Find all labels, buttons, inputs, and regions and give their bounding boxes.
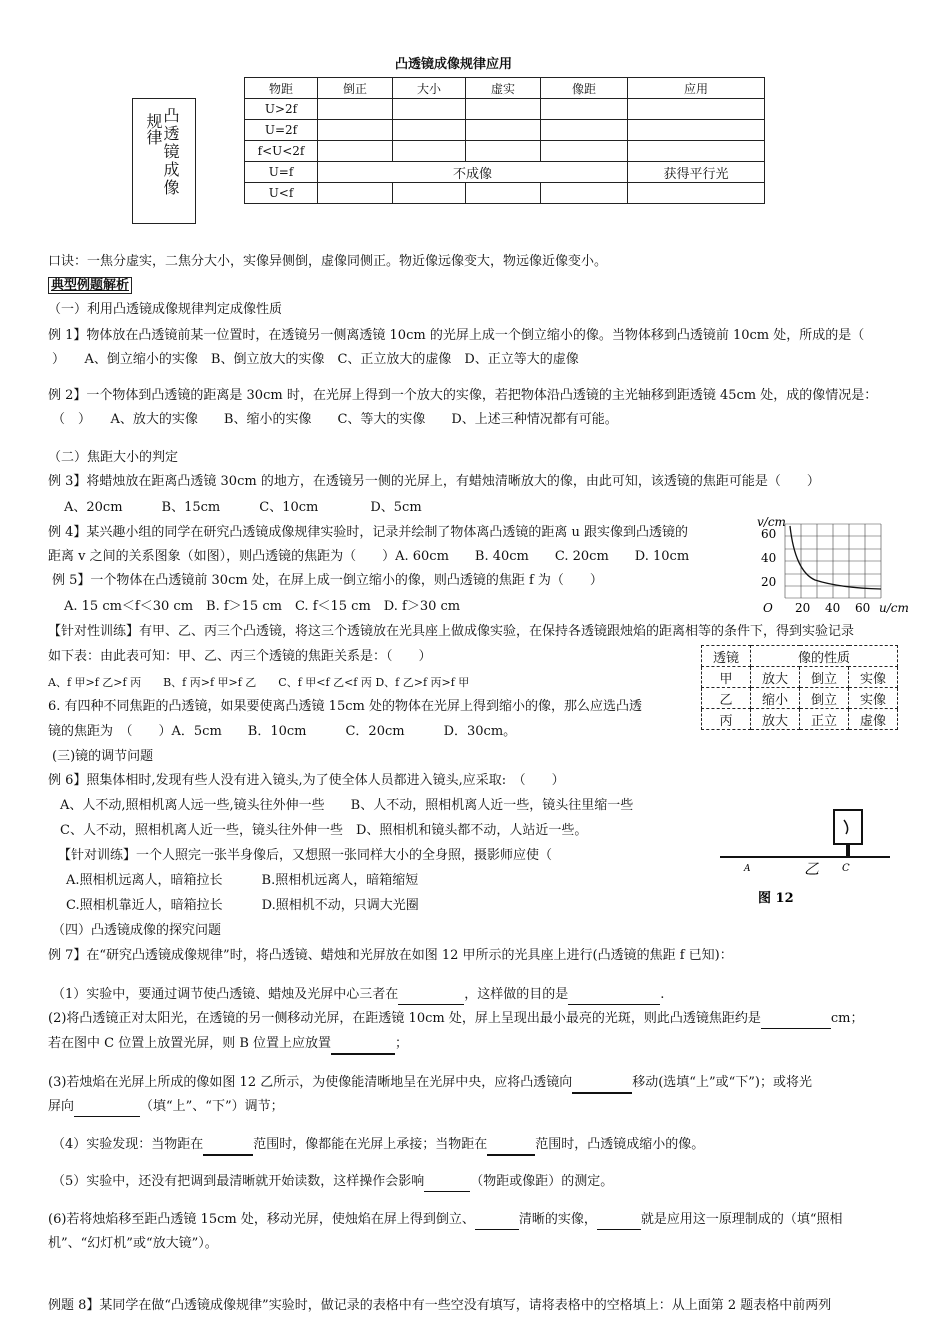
question-3-line1 <box>48 1074 812 1094</box>
parallel-light-cell: 获得平行光 <box>628 162 765 183</box>
training-2-option-cd: C.照相机靠近人，暗箱拉长 D.照相机不动，只调大光圈 <box>66 898 419 913</box>
blank-cell <box>628 120 765 141</box>
question-3-text-a: (3)若烛焰在光屏上所成的像如图 12 乙所示，为使像能清晰地呈在光屏中央，应将凸透镜向 <box>48 1075 573 1090</box>
v-axis-label: v/cm <box>757 516 786 529</box>
side-label-box <box>132 98 196 224</box>
example-8-intro: 例题 8】某同学在做“凸透镜成像规律”实验时，做记录的表格中有一些空没有填写，请将表格中的空格填上：从上面第 2 题表格中前两列 <box>48 1298 832 1313</box>
properties-header <box>702 646 898 667</box>
prop-cell: 倒立 <box>800 667 849 688</box>
question-3-text-b: 移动(选填“上”或“下”)；或将光 <box>632 1075 812 1090</box>
table-row <box>245 183 765 204</box>
prop-cell: 虚像 <box>849 709 898 730</box>
question-2-text-d: ； <box>395 1036 409 1051</box>
question-5-text-b: （物距或像距）的测定。 <box>470 1174 614 1189</box>
table-row <box>702 688 898 709</box>
example-6-option-cd: C、人不动，照相机离人近一些，镜头往外伸一些 D、照相机和镜头都不动，人站近一些。 <box>60 823 588 838</box>
question-1-text-a: （1）实验中，要通过调节使凸透镜、蜡烛及光屏中心三者在 <box>52 987 399 1002</box>
answer-blank[interactable] <box>475 1211 519 1230</box>
mnemonic: 口诀：一焦分虚实，二焦分大小，实像异侧倒，虚像同侧正。物近像远像变大，物远像近像变小。 <box>48 254 608 269</box>
blank-cell <box>393 141 466 162</box>
question-3-text-d: （填“上”、“下”）调节； <box>140 1099 284 1114</box>
prop-cell: 缩小 <box>751 688 800 709</box>
uv-graph <box>755 516 920 616</box>
header-cell: 倒正 <box>318 78 393 99</box>
table-row <box>245 141 765 162</box>
example-3-line1: 例 3】将蜡烛放在距离凸透镜 30cm 的地方，在透镜另一侧的光屏上，有蜡烛清晰放大的像，由此可知，该透镜的焦距可能是（ ） <box>48 474 820 489</box>
example-6-option-ab: A、人不动,照相机离人远一些,镜头往外伸一些 B、人不动，照相机离人近一些，镜头往里缩一些 <box>60 798 634 813</box>
figure-caption: 图 12 <box>758 891 794 906</box>
prop-cell: 实像 <box>849 688 898 709</box>
question-6-line1: 6. 有四种不同焦距的凸透镜，如果要使离凸透镜 15cm 处的物体在光屏上得到缩小的像，那么应选凸透 <box>48 699 642 714</box>
blank-cell <box>466 120 541 141</box>
question-2-text-c: 若在图中 C 位置上放置光屏，则 B 位置上应放置 <box>48 1036 332 1051</box>
question-4-text-a: （4）实验发现：当物距在 <box>52 1137 204 1152</box>
header-cell: 像的性质 <box>751 646 898 667</box>
row-label: U=2f <box>245 120 318 141</box>
x-tick: 40 <box>825 601 841 615</box>
blank-cell <box>466 183 541 204</box>
example-4-line2: 距离 v 之间的关系图象（如图），则凸透镜的焦距为（ ）A. 60cm B. 40cm C. 20cm D. 10cm <box>48 549 690 564</box>
example-5-line1: 例 5】一个物体在凸透镜前 30cm 处，在屏上成一倒立缩小的像，则凸透镜的焦距 f 为（ ） <box>52 573 603 588</box>
table-row <box>702 709 898 730</box>
answer-blank[interactable] <box>74 1098 140 1117</box>
prop-cell: 正立 <box>800 709 849 730</box>
prop-cell: 倒立 <box>800 688 849 709</box>
question-5-text-a: （5）实验中，还没有把调到最清晰就开始读数，这样操作会影响 <box>52 1174 425 1189</box>
blank-cell <box>466 141 541 162</box>
blank-cell <box>466 99 541 120</box>
blank-cell <box>541 120 628 141</box>
section-2-title: （二）焦距大小的判定 <box>48 450 179 465</box>
uv-curve <box>790 526 881 589</box>
blank-cell <box>628 183 765 204</box>
answer-blank[interactable] <box>487 1136 535 1156</box>
training-1-line1: 【针对性训练】有甲、乙、丙三个凸透镜，将这三个透镜放在光具座上做成像实验，在保持各透镜跟烛焰的距离相等的条件下，得到实验记录 <box>48 624 855 639</box>
rule-table <box>244 77 765 204</box>
page-title: 凸透镜成像规律应用 <box>395 57 513 72</box>
question-2-text-b: cm； <box>830 1011 864 1026</box>
answer-blank[interactable] <box>597 1211 641 1230</box>
answer-blank[interactable] <box>761 1010 831 1029</box>
example-7-intro: 例 7】在“研究凸透镜成像规律”时，将凸透镜、蜡烛和光屏放在如图 12 甲所示的光具座上进行(凸透镜的焦距 f 已知)： <box>48 948 733 963</box>
example-3-line2: A、20cm B、15cm C、10cm D、5cm <box>64 500 422 515</box>
example-6-line1: 例 6】照集体相时,发现有些人没有进入镜头,为了使全体人员都进入镜头,应采取: （ ） <box>48 773 565 788</box>
point-b-label: 乙 <box>804 860 820 878</box>
table-row <box>245 120 765 141</box>
no-image-cell: 不成像 <box>318 162 628 183</box>
question-6-part1 <box>48 1211 843 1230</box>
example-1-line2: ） A、倒立缩小的实像 B、倒立放大的实像 C、正立放大的虚像 D、正立等大的虚像 <box>52 352 579 367</box>
question-4 <box>52 1136 704 1156</box>
answer-blank[interactable] <box>572 1074 632 1094</box>
prop-cell: 放大 <box>751 667 800 688</box>
question-6-text-b: 清晰的实像， <box>518 1212 597 1227</box>
question-4-text-c: 范围时，凸透镜成缩小的像。 <box>535 1137 705 1152</box>
example-2-line1: 例 2】一个物体到凸透镜的距离是 30cm 时，在光屏上得到一个放大的实像，若把物体沿凸透镜的主光轴移到距透镜 45cm 处，成的像情况是： <box>48 388 878 403</box>
question-5 <box>52 1173 613 1192</box>
header-cell: 像距 <box>541 78 628 99</box>
answer-blank[interactable] <box>398 986 464 1005</box>
blank-cell <box>393 183 466 204</box>
blank-cell <box>541 183 628 204</box>
header-cell: 物距 <box>245 78 318 99</box>
example-5-line2: A. 15 cm＜f＜30 cm B. f＞15 cm C. f＜15 cm D. f＞30 cm <box>64 599 461 614</box>
row-label: U>2f <box>245 99 318 120</box>
answer-blank[interactable] <box>331 1035 395 1055</box>
x-tick: 60 <box>855 601 871 615</box>
row-label: U<f <box>245 183 318 204</box>
training-2-line1: 【针对训练】一个人照完一张半身像后，又想照一张同样大小的全身照，摄影师应使（ <box>58 848 553 863</box>
blank-cell <box>318 183 393 204</box>
question-6-line2: 镜的焦距为 （ ）A．5cm B．10cm C．20cm D．30cm。 <box>48 724 517 739</box>
question-6-part2: 机”、“幻灯机”或“放大镜”）。 <box>48 1236 218 1251</box>
blank-cell <box>628 99 765 120</box>
answer-blank[interactable] <box>424 1173 470 1192</box>
blank-cell <box>318 141 393 162</box>
rule-table-header <box>245 78 765 99</box>
side-label-col2: 凸透镜成像 <box>161 107 180 197</box>
y-tick: 20 <box>761 575 777 589</box>
origin-label: O <box>763 601 773 615</box>
training-2-option-ab: A.照相机远离人，暗箱拉长 B.照相机远离人，暗箱缩短 <box>66 873 419 888</box>
y-tick: 60 <box>761 527 777 541</box>
example-4-line1: 例 4】某兴趣小组的同学在研究凸透镜成像规律实验时，记录并绘制了物体离凸透镜的距离 u 跟实像到凸透镜的 <box>48 525 689 540</box>
point-c-label: C <box>842 863 850 874</box>
section-header: 典型例题解析 <box>48 277 132 294</box>
question-2-line2 <box>48 1035 408 1055</box>
section-3-title: (三)镜的调节问题 <box>52 749 154 764</box>
lens-cell: 丙 <box>702 709 751 730</box>
question-1: （1）实验中，要通过调节使凸透镜、蜡烛及光屏中心三者在 ，这样做的目的是 . <box>52 986 664 1005</box>
question-6-text-c: 就是应用这一原理制成的（填“照相 <box>640 1212 843 1227</box>
prop-cell: 实像 <box>849 667 898 688</box>
table-row <box>702 667 898 688</box>
header-cell: 透镜 <box>702 646 751 667</box>
header-cell: 虚实 <box>466 78 541 99</box>
side-label-col1: 规律 <box>144 113 163 145</box>
example-1-line1: 例 1】物体放在凸透镜前某一位置时，在透镜另一侧离透镜 10cm 的光屏上成一个倒立缩小的像。当物体移到凸透镜前 10cm 处，所成的是（ <box>48 328 865 343</box>
blank-cell <box>541 141 628 162</box>
blank-cell <box>628 141 765 162</box>
properties-table <box>701 645 898 730</box>
blank-cell <box>318 99 393 120</box>
blank-cell <box>541 99 628 120</box>
header-cell: 大小 <box>393 78 466 99</box>
optical-bench-figure <box>718 802 893 912</box>
section-4-title: （四）凸透镜成像的探究问题 <box>52 923 222 938</box>
example-2-line2: （ ） A、放大的实像 B、缩小的实像 C、等大的实像 D、上述三种情况都有可能。 <box>52 412 618 427</box>
row-label: f<U<2f <box>245 141 318 162</box>
question-2-text-a: (2)将凸透镜正对太阳光，在透镜的另一侧移动光屏，在距透镜 10cm 处，屏上呈现出最小最亮的光斑，则此凸透镜焦距约是 <box>48 1011 761 1026</box>
row-label: U=f <box>245 162 318 183</box>
u-axis-label: u/cm <box>879 601 909 615</box>
lens-cell: 乙 <box>702 688 751 709</box>
question-3-line2 <box>48 1098 284 1117</box>
answer-blank[interactable] <box>203 1136 253 1156</box>
training-1-line2: 如下表：由此表可知：甲、乙、丙三个透镜的焦距关系是：（ ） <box>48 649 432 664</box>
table-row <box>245 162 765 183</box>
y-tick: 40 <box>761 551 777 565</box>
graph-grid <box>785 524 881 598</box>
question-2-line1 <box>48 1010 863 1029</box>
training-1-options: A、f 甲>f 乙>f 丙 B、f 丙>f 甲>f 乙 C、f 甲<f 乙<f 丙 D、f 乙>f 丙>f 甲 <box>48 676 470 689</box>
lens-cell: 甲 <box>702 667 751 688</box>
section-1-title: （一）利用凸透镜成像规律判定成像性质 <box>48 302 283 317</box>
blank-cell <box>393 120 466 141</box>
question-1-text-b: ，这样做的目的是 <box>464 987 569 1002</box>
table-row <box>245 99 765 120</box>
header-cell: 应用 <box>628 78 765 99</box>
question-3-text-c: 屏向 <box>48 1099 75 1114</box>
x-tick: 20 <box>795 601 811 615</box>
blank-cell <box>318 120 393 141</box>
question-6-text-a: (6)若将烛焰移至距凸透镜 15cm 处，移动光屏，使烛焰在屏上得到倒立、 <box>48 1212 475 1227</box>
blank-cell <box>393 99 466 120</box>
question-4-text-b: 范围时，像都能在光屏上承接；当物距在 <box>253 1137 488 1152</box>
prop-cell: 放大 <box>751 709 800 730</box>
answer-blank[interactable] <box>568 986 660 1005</box>
point-a-label: A <box>744 864 751 874</box>
